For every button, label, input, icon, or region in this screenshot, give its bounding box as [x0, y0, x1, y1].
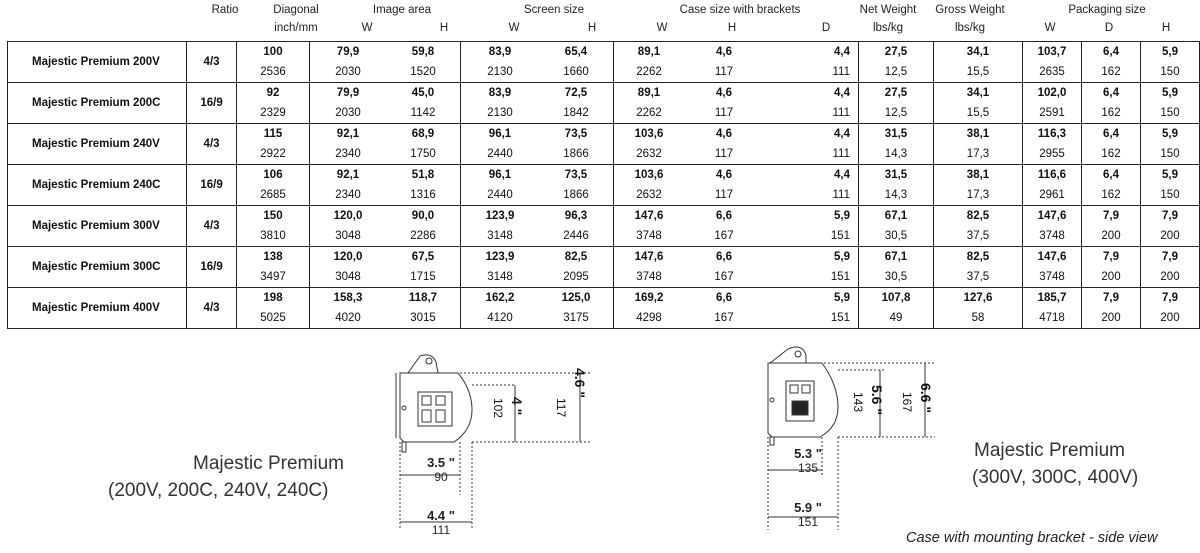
- case_d-value: 151: [830, 271, 850, 283]
- pk_w-value: 3748: [1039, 271, 1065, 283]
- gross-value: 127,6: [963, 292, 993, 304]
- pk_w-value: 147,6: [1037, 251, 1067, 263]
- case_h-value: 4,6: [716, 87, 732, 99]
- case_h-value: 117: [714, 148, 734, 160]
- header-diagonal: Diagonal: [273, 4, 319, 16]
- pk_w-value: 2635: [1039, 66, 1065, 78]
- pk_w-value: 185,7: [1037, 292, 1067, 304]
- case_d-value: 4,4: [834, 128, 850, 140]
- right-model-title: Majestic Premium: [974, 440, 1125, 461]
- case_w-value: 103,6: [634, 128, 664, 140]
- scr_h-value: 3175: [563, 312, 589, 324]
- diag-value: 92: [266, 87, 280, 99]
- ratio-value: 16/9: [187, 165, 237, 206]
- case_w-value: 147,6: [634, 251, 664, 263]
- gross-value: 15,5: [966, 107, 990, 119]
- scr_w-value: 123,9: [485, 210, 515, 222]
- pk_d-value: 7,9: [1103, 210, 1119, 222]
- model-name: Majestic Premium 240C: [8, 165, 187, 206]
- model-name: Majestic Premium 240V: [8, 124, 187, 165]
- case_d-value: 111: [832, 148, 850, 160]
- case_w-value: 89,1: [637, 46, 661, 58]
- scr_w-value: 2130: [487, 66, 513, 78]
- gross-value: 17,3: [966, 148, 990, 160]
- scr_h-value: 1842: [563, 107, 589, 119]
- pk_h-value: 200: [1160, 312, 1180, 324]
- scr_h-value: 65,4: [564, 46, 588, 58]
- diag-value: 2685: [260, 189, 286, 201]
- img_w-value: 92,1: [336, 169, 360, 181]
- img_w-value: 92,1: [336, 128, 360, 140]
- pk_h-value: 7,9: [1162, 251, 1178, 263]
- diag-value: 198: [263, 292, 283, 304]
- table-row: [8, 42, 1200, 83]
- table-row: [8, 247, 1200, 288]
- img_h-value: 59,8: [411, 46, 435, 58]
- scr_w-value: 3148: [487, 271, 513, 283]
- scr_w-value: 123,9: [485, 251, 515, 263]
- case_d-value: 111: [832, 66, 850, 78]
- net-value: 49: [889, 312, 903, 324]
- scr_w-value: 2130: [487, 107, 513, 119]
- img_w-value: 3048: [335, 230, 361, 242]
- img_h-value: 51,8: [411, 169, 435, 181]
- right-model-list: (300V, 300C, 400V): [972, 467, 1139, 488]
- scr_h-value: 73,5: [564, 128, 588, 140]
- scr_w-value: 2440: [487, 148, 513, 160]
- net-value: 14,3: [884, 189, 908, 201]
- left-outer-height-mm: 117: [554, 398, 568, 418]
- left-inner-height: 4 ": [509, 397, 525, 416]
- case_w-value: 169,2: [634, 292, 664, 304]
- case_h-value: 4,6: [716, 46, 732, 58]
- img_h-value: 67,5: [411, 251, 435, 263]
- pk_h-value: 150: [1160, 148, 1180, 160]
- diag-value: 2922: [260, 148, 286, 160]
- case_h-value: 6,6: [716, 210, 732, 222]
- case_w-value: 147,6: [634, 210, 664, 222]
- left-inner-height-mm: 102: [491, 398, 505, 419]
- pk_h-value: 5,9: [1162, 87, 1178, 99]
- header-net-weight: Net Weight: [859, 4, 917, 16]
- case_h-value: 167: [714, 230, 734, 242]
- diag-value: 3810: [260, 230, 286, 242]
- case_h-value: 117: [714, 107, 734, 119]
- img_w-value: 120,0: [333, 210, 363, 222]
- scr_w-value: 2440: [487, 189, 513, 201]
- net-value: 12,5: [884, 107, 908, 119]
- pk_w-value: 2961: [1039, 189, 1065, 201]
- scr_h-value: 1866: [563, 148, 589, 160]
- pk_w-value: 2955: [1039, 148, 1065, 160]
- case_h-value: 167: [714, 271, 734, 283]
- gross-value: 38,1: [966, 169, 990, 181]
- gross-value: 34,1: [966, 46, 990, 58]
- header-pack-w: W: [1044, 22, 1056, 34]
- figure-caption: Case with mounting bracket - side view: [906, 530, 1158, 546]
- net-value: 67,1: [884, 210, 908, 222]
- model-name: Majestic Premium 300C: [8, 247, 187, 288]
- pk_d-value: 7,9: [1103, 251, 1119, 263]
- scr_h-value: 2446: [563, 230, 589, 242]
- pk_w-value: 4718: [1039, 312, 1065, 324]
- gross-value: 15,5: [966, 66, 990, 78]
- header-case-w: W: [656, 22, 668, 34]
- case_d-value: 5,9: [834, 251, 850, 263]
- img_h-value: 1750: [410, 148, 436, 160]
- right-outer-width: 5.9 " 151: [794, 500, 822, 529]
- header-gross-weight: Gross Weight: [935, 4, 1005, 16]
- case_w-value: 2632: [636, 148, 662, 160]
- img_w-value: 4020: [335, 312, 361, 324]
- pk_d-value: 6,4: [1103, 46, 1119, 58]
- img_h-value: 2286: [410, 230, 436, 242]
- table-row: [8, 206, 1200, 247]
- header-diagonal-unit: inch/mm: [274, 22, 318, 34]
- header-net-unit: lbs/kg: [872, 22, 904, 34]
- header-screen-size: Screen size: [523, 4, 585, 16]
- header-image-area: Image area: [372, 4, 432, 16]
- model-name: Majestic Premium 400V: [8, 288, 187, 329]
- img_h-value: 68,9: [411, 128, 435, 140]
- case_h-value: 117: [714, 66, 734, 78]
- scr_w-value: 96,1: [488, 128, 512, 140]
- case_h-value: 117: [714, 189, 734, 201]
- left-outer-height: 4.6 ": [572, 368, 588, 398]
- header-screen-w: W: [508, 22, 520, 34]
- img_h-value: 1715: [410, 271, 436, 283]
- model-name: Majestic Premium 300V: [8, 206, 187, 247]
- pk_h-value: 150: [1160, 107, 1180, 119]
- scr_h-value: 72,5: [564, 87, 588, 99]
- ratio-value: 16/9: [187, 247, 237, 288]
- header-pack-d: D: [1104, 22, 1114, 34]
- case_h-value: 4,6: [716, 128, 732, 140]
- pk_h-value: 5,9: [1162, 169, 1178, 181]
- pk_w-value: 103,7: [1037, 46, 1067, 58]
- header-pack-h: H: [1161, 22, 1171, 34]
- pk_d-value: 162: [1101, 66, 1121, 78]
- header-case-d: D: [821, 22, 831, 34]
- left-model-list: (200V, 200C, 240V, 240C): [108, 480, 329, 501]
- table-row: [8, 288, 1200, 329]
- net-value: 107,8: [881, 292, 911, 304]
- pk_w-value: 3748: [1039, 230, 1065, 242]
- header-case-size: Case size with brackets: [679, 4, 801, 16]
- ratio-value: 4/3: [187, 42, 237, 83]
- ratio-value: 4/3: [187, 288, 237, 329]
- right-inner-height: 5.6 ": [869, 385, 885, 415]
- pk_d-value: 162: [1101, 189, 1121, 201]
- scr_w-value: 96,1: [488, 169, 512, 181]
- case_w-value: 3748: [636, 271, 662, 283]
- case_d-value: 5,9: [834, 292, 850, 304]
- right-inner-width: 5.3 " 135: [794, 446, 822, 475]
- img_w-value: 120,0: [333, 251, 363, 263]
- case_w-value: 3748: [636, 230, 662, 242]
- pk_w-value: 102,0: [1037, 87, 1067, 99]
- net-value: 30,5: [884, 230, 908, 242]
- pk_d-value: 6,4: [1103, 87, 1119, 99]
- case_d-value: 111: [832, 107, 850, 119]
- left-inner-width: 3.5 " 90: [427, 455, 455, 484]
- pk_d-value: 162: [1101, 107, 1121, 119]
- gross-value: 38,1: [966, 128, 990, 140]
- case_w-value: 4298: [636, 312, 662, 324]
- scr_h-value: 125,0: [561, 292, 591, 304]
- ratio-value: 16/9: [187, 83, 237, 124]
- pk_d-value: 162: [1101, 148, 1121, 160]
- net-value: 67,1: [884, 251, 908, 263]
- pk_d-value: 6,4: [1103, 169, 1119, 181]
- net-value: 30,5: [884, 271, 908, 283]
- img_h-value: 1520: [410, 66, 436, 78]
- header-case-h: H: [727, 22, 737, 34]
- img_w-value: 79,9: [336, 46, 360, 58]
- img_h-value: 118,7: [408, 292, 438, 304]
- img_h-value: 90,0: [411, 210, 435, 222]
- img_w-value: 2030: [335, 107, 361, 119]
- img_h-value: 1142: [410, 107, 436, 119]
- gross-value: 58: [971, 312, 985, 324]
- gross-value: 37,5: [966, 271, 990, 283]
- case_d-value: 4,4: [834, 87, 850, 99]
- net-value: 14,3: [884, 148, 908, 160]
- case_d-value: 4,4: [834, 169, 850, 181]
- diag-value: 115: [263, 128, 283, 140]
- img_h-value: 45,0: [411, 87, 435, 99]
- img_w-value: 2340: [335, 148, 361, 160]
- case_w-value: 2262: [636, 107, 662, 119]
- case_h-value: 4,6: [716, 169, 732, 181]
- left-model-title: Majestic Premium: [193, 453, 344, 474]
- diag-value: 150: [263, 210, 283, 222]
- img_h-value: 3015: [410, 312, 436, 324]
- scr_w-value: 83,9: [488, 46, 512, 58]
- gross-value: 82,5: [966, 251, 990, 263]
- pk_h-value: 7,9: [1162, 210, 1178, 222]
- scr_w-value: 162,2: [485, 292, 515, 304]
- diag-value: 2329: [260, 107, 286, 119]
- scr_w-value: 83,9: [488, 87, 512, 99]
- pk_w-value: 147,6: [1037, 210, 1067, 222]
- pk_h-value: 150: [1160, 189, 1180, 201]
- img_w-value: 3048: [335, 271, 361, 283]
- gross-value: 82,5: [966, 210, 990, 222]
- pk_w-value: 116,6: [1037, 169, 1067, 181]
- model-name: Majestic Premium 200V: [8, 42, 187, 83]
- diag-value: 138: [263, 251, 283, 263]
- scr_h-value: 2095: [563, 271, 589, 283]
- pk_w-value: 116,3: [1037, 128, 1067, 140]
- img_w-value: 2340: [335, 189, 361, 201]
- net-value: 27,5: [884, 87, 908, 99]
- scr_h-value: 73,5: [564, 169, 588, 181]
- header-image-w: W: [361, 22, 373, 34]
- pk_d-value: 200: [1101, 312, 1121, 324]
- pk_h-value: 150: [1160, 66, 1180, 78]
- case_d-value: 151: [830, 312, 850, 324]
- right-outer-height-mm: 167: [900, 392, 914, 413]
- diag-value: 2536: [260, 66, 286, 78]
- diag-value: 100: [263, 46, 283, 58]
- case_d-value: 111: [832, 189, 850, 201]
- img_h-value: 1316: [410, 189, 436, 201]
- pk_h-value: 7,9: [1162, 292, 1178, 304]
- diag-value: 5025: [260, 312, 286, 324]
- net-value: 27,5: [884, 46, 908, 58]
- gross-value: 17,3: [966, 189, 990, 201]
- scr_h-value: 82,5: [564, 251, 588, 263]
- case_h-value: 6,6: [716, 251, 732, 263]
- header-gross-unit: lbs/kg: [954, 22, 986, 34]
- img_w-value: 158,3: [333, 292, 363, 304]
- case_w-value: 2262: [636, 66, 662, 78]
- img_w-value: 79,9: [336, 87, 360, 99]
- pk_h-value: 5,9: [1162, 46, 1178, 58]
- header-screen-h: H: [587, 22, 597, 34]
- net-value: 31,5: [884, 128, 908, 140]
- case_w-value: 89,1: [637, 87, 661, 99]
- case_d-value: 5,9: [834, 210, 850, 222]
- case_d-value: 151: [830, 230, 850, 242]
- gross-value: 34,1: [966, 87, 990, 99]
- case_w-value: 103,6: [634, 169, 664, 181]
- pk_w-value: 2591: [1039, 107, 1065, 119]
- pk_d-value: 200: [1101, 230, 1121, 242]
- diag-value: 3497: [260, 271, 286, 283]
- header-image-h: H: [439, 22, 449, 34]
- scr_h-value: 1866: [563, 189, 589, 201]
- table-row: [8, 83, 1200, 124]
- img_w-value: 2030: [335, 66, 361, 78]
- scr_h-value: 96,3: [564, 210, 588, 222]
- pk_h-value: 5,9: [1162, 128, 1178, 140]
- table-row: [8, 124, 1200, 165]
- pk_d-value: 200: [1101, 271, 1121, 283]
- diag-value: 106: [263, 169, 283, 181]
- right-outer-height: 6.6 ": [918, 383, 934, 413]
- pk_d-value: 7,9: [1103, 292, 1119, 304]
- table-row: [8, 165, 1200, 206]
- scr_w-value: 3148: [487, 230, 513, 242]
- ratio-value: 4/3: [187, 124, 237, 165]
- net-value: 12,5: [884, 66, 908, 78]
- net-value: 31,5: [884, 169, 908, 181]
- scr_w-value: 4120: [487, 312, 513, 324]
- case_w-value: 2632: [636, 189, 662, 201]
- pk_d-value: 6,4: [1103, 128, 1119, 140]
- header-packaging-size: Packaging size: [1068, 4, 1146, 16]
- right-inner-height-mm: 143: [851, 392, 865, 413]
- pk_h-value: 200: [1160, 230, 1180, 242]
- left-outer-width: 4.4 " 111: [427, 508, 455, 537]
- gross-value: 37,5: [966, 230, 990, 242]
- pk_h-value: 200: [1160, 271, 1180, 283]
- ratio-value: 4/3: [187, 206, 237, 247]
- scr_h-value: 1660: [563, 66, 589, 78]
- case_d-value: 4,4: [834, 46, 850, 58]
- case_h-value: 167: [714, 312, 734, 324]
- model-name: Majestic Premium 200C: [8, 83, 187, 124]
- header-ratio: Ratio: [211, 4, 239, 16]
- case_h-value: 6,6: [716, 292, 732, 304]
- spec-table: [7, 41, 1200, 329]
